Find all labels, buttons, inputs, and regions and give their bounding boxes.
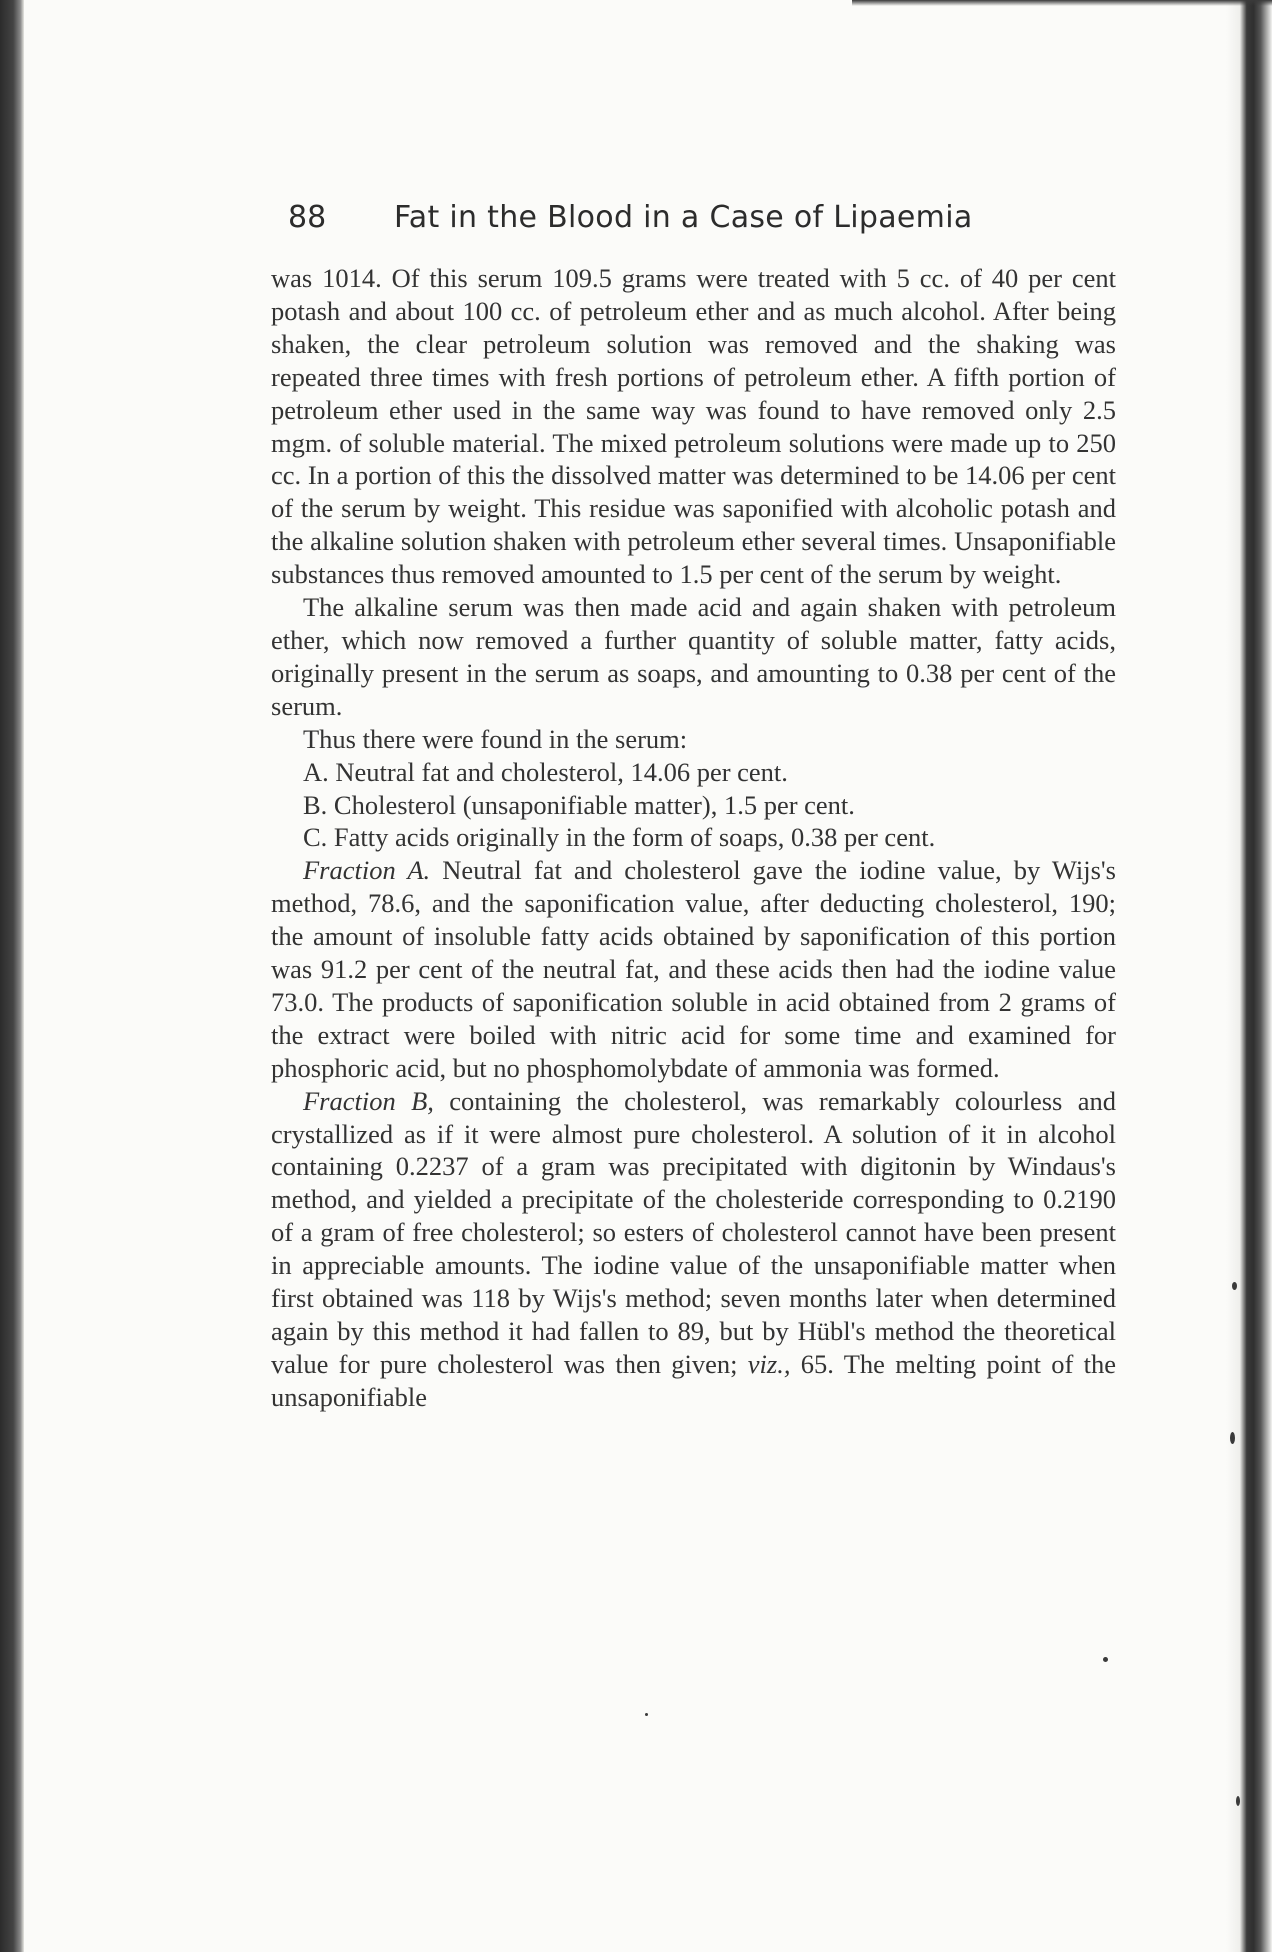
scan-speck [1236, 1796, 1240, 1806]
running-title: Fat in the Blood in a Case of Lipaemia [394, 200, 973, 235]
scan-speck [645, 1713, 648, 1716]
scan-edge-right [1226, 0, 1272, 1952]
fraction-b-label: Fraction B, [303, 1085, 434, 1116]
body-text [271, 262, 1116, 1414]
fraction-a-text: Neutral fat and cholesterol gave the iodine value, by Wijs's method, 78.6, and the saponification value, after deducting cholesterol, 190; the amount of insoluble fatty acids obtained by saponification of this portion was 91.2 per cent of the neutral fat, and these acids then had the iodine value 73.0. The products of saponification soluble in acid obtained from 2 grams of the extract were boiled with nitric acid for some time and examined for phosphoric acid, but no phosphomolybdate of ammonia was formed. [271, 855, 1116, 1083]
list-item-b: B. Cholesterol (unsaponifiable matter), 1.5 per cent. [303, 789, 855, 820]
scan-speck [1230, 1432, 1235, 1444]
paragraph-2: The alkaline serum was then made acid and again shaken with petroleum ether, which now removed a further quantity of soluble matter, fatty acids, originally present in the serum as soaps, and amounting to 0.38 per cent of the serum. [271, 592, 1116, 721]
scan-speck [1103, 1657, 1108, 1662]
list-item-a: A. Neutral fat and cholesterol, 14.06 per cent. [303, 756, 788, 787]
scan-edge-left [0, 0, 24, 1952]
page-number: 88 [288, 200, 327, 235]
paragraph-3: Thus there were found in the serum: [303, 723, 688, 754]
fraction-b-text: containing the cholesterol, was remarkably colourless and crystallized as if it were almost pure cholesterol. A solution of it in alcohol containing 0.2237 of a gram was precipitated with digitonin by Windaus's method, and yielded a precipitate of the cholesteride corresponding to 0.2190 of a gram of free cholesterol; so esters of cholesterol cannot have been present in appreciable amounts. The iodine value of the unsaponifiable matter when first obtained was 118 by Wijs's method; seven months later when determined again by this method it had fallen to 89, but by Hübl's method the theoretical value for pure cholesterol was then given; [271, 1085, 1116, 1379]
viz-label: viz., [747, 1348, 791, 1379]
fraction-b-end: 65. The melting point of the unsaponifiable [271, 1348, 1116, 1412]
scan-edge-top [852, 0, 1272, 6]
page-header [288, 196, 1048, 240]
paragraph-fraction-a [271, 854, 1116, 1084]
scan-speck [1232, 1282, 1237, 1290]
paragraph-fraction-b [271, 1085, 1116, 1414]
list-item-c: C. Fatty acids originally in the form of soaps, 0.38 per cent. [303, 822, 936, 853]
paragraph-1: was 1014. Of this serum 109.5 grams were treated with 5 cc. of 40 per cent potash and about 100 cc. of petroleum ether and as much alcohol. After being shaken, the clear petroleum solution was removed and the shaking was repeated three times with fresh portions of petroleum ether. A fifth portion of petroleum ether used in the same way was found to have removed only 2.5 mgm. of soluble material. The mixed petroleum solutions were made up to 250 cc. In a portion of this the dissolved matter was determined to be 14.06 per cent of the serum by weight. This residue was saponified with alcoholic potash and the alkaline solution shaken with petroleum ether several times. Unsaponifiable substances thus removed amounted to 1.5 per cent of the serum by weight. [271, 263, 1116, 590]
fraction-a-label: Fraction A. [303, 855, 431, 886]
